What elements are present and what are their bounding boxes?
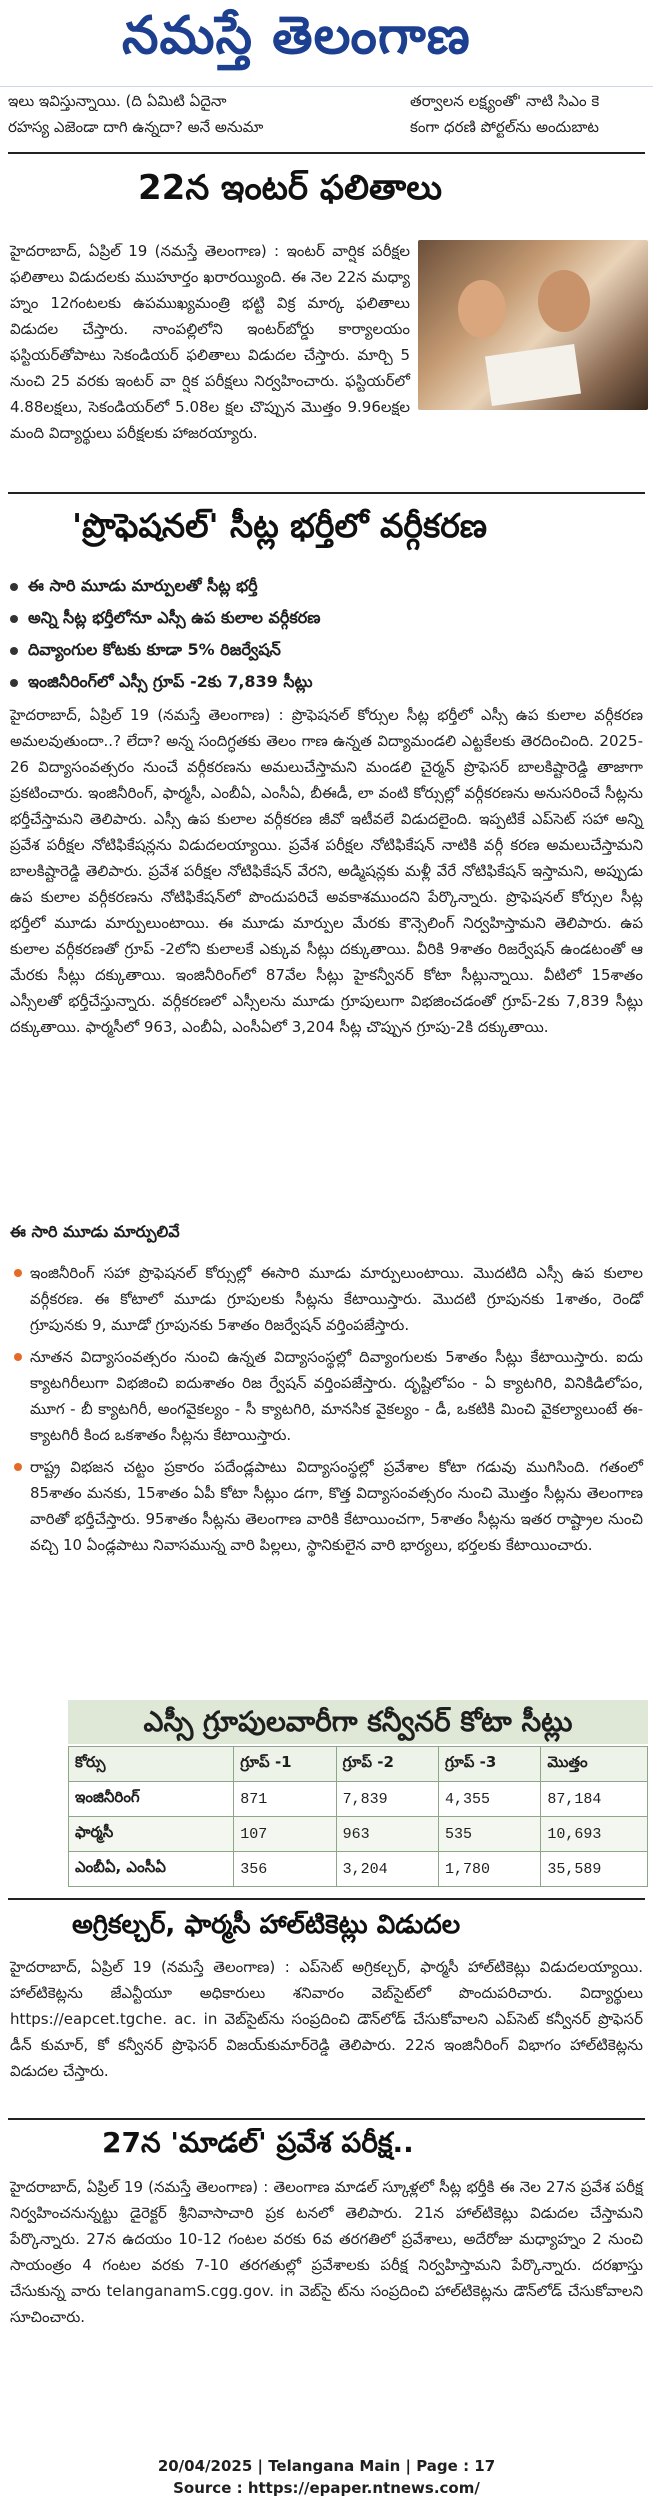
article4-body-col (10, 2174, 643, 2384)
article2-body-col (10, 702, 643, 1192)
table-header-row (69, 1747, 648, 1782)
edition-info: 20/04/2025 | Telangana Main | Page : 17 (157, 2457, 496, 2475)
photo-subject (538, 270, 590, 332)
strip-left-column (8, 88, 338, 140)
photo-paper (485, 344, 581, 406)
article1-body-col (10, 238, 410, 442)
bullet-icon (14, 1269, 22, 1277)
strip-line: కంగా ధరణి పోర్టల్‌ను అందుబాట (410, 118, 599, 136)
divider (8, 2118, 645, 2120)
table-cell: 87,184 (541, 1782, 648, 1817)
change-item: నూతన విద్యాసంవత్సరం నుంచి ఉన్నత విద్యాసంస్థల్లో దివ్యాంగులకు 5శాతం సీట్లు కేటాయిస్తారు. ఐదు క్యాటగిరీలుగా విభజించి ఐదుశాతం రిజ ర్వేషన్ వర్తింపజేస్తారు. దృష్టిలోపం - ఏ క్యాటగిరి, వినికిడిలోపం, మూగ - బీ క్యాటగిరీ, అంగవైకల్యం - సీ క్యాటగిరి, మానసిక వైకల్యం - డీ, ఒకటికి మించి వైకల్యాలుంటే ఈ-క్యాటగిరీ కింద ఒకశాతం సీట్లను కేటాయిస్తారు. (10, 1344, 643, 1448)
column-header: గ్రూప్ -3 (438, 1747, 540, 1782)
bullet-icon (14, 1463, 22, 1471)
changes-list (10, 1260, 643, 1564)
column-header: గ్రూప్ -2 (336, 1747, 438, 1782)
table-cell: 963 (336, 1817, 438, 1852)
photo-subject (458, 280, 506, 338)
table-cell: 356 (234, 1852, 336, 1887)
table-cell: 3,204 (336, 1852, 438, 1887)
table-cell: 871 (234, 1782, 336, 1817)
article4-body: హైదరాబాద్, ఏప్రిల్ 19 (నమస్తే తెలంగాణ) : తెలంగాణ మాడల్ స్కూళ్లలో సీట్ల భర్తీకి ఈ నెల 27న ప్రవేశ పరీక్ష నిర్వహించనున్నట్టు డైరెక్టర్ శ్రీనివాసాచారి ప్రక టనలో తెలిపారు. 21న హాల్‌టికెట్లు విడుదల చేస్తామని పేర్కొన్నారు. 27న ఉదయం 10-12 గంటల వరకు 6వ తరగతిలో ప్రవేశాలు, అదేరోజు మధ్యాహ్నం 2 నుంచి సాయంత్రం 4 గంటల వరకు 7-10 తరగతుల్లో ప్రవేశాలకు పరీక్ష నిర్వహిస్తామని పేర్కొన్నారు. దరఖాస్తు చేసుకున్న వారు telanganamS.cgg.gov. in వెబ్‌సై ట్‌ను సంప్రదించి హాల్‌టికెట్లను డౌన్‌లోడ్ చేసుకోవాలని సూచించారు. (10, 2178, 643, 2326)
article1-body: హైదరాబాద్, ఏప్రిల్ 19 (నమస్తే తెలంగాణ) : ఇంటర్ వార్షిక పరీక్షల ఫలితాలు విడుదలకు ముహూర్తం ఖరారయ్యింది. ఈ నెల 22న మధ్యా హ్నం 12గంటలకు ఉపముఖ్యమంత్రి భట్టి విక్ర మార్క ఫలితాలు విడుదల చేస్తారు. నాంపల్లిలోని ఇంటర్‌బోర్డు కార్యాలయం ఫస్టియర్‌తోపాటు సెకండియర్ ఫలితాలు విడుదల చేస్తారు. మార్చి 5 నుంచి 25 వరకు ఇంటర్ వా ర్షిక పరీక్షలు నిర్వహించారు. ఫస్టియర్‌లో 4.88లక్షలు, సెకండియర్‌లో 5.08ల క్షల చొప్పున మొత్తం 9.96లక్షల మంది విద్యార్థులు పరీక్షలకు హాజరయ్యారు. (10, 242, 410, 442)
strip-right-column (410, 88, 653, 140)
page-footer (0, 2455, 653, 2499)
column-header: గ్రూప్ -1 (234, 1747, 336, 1782)
table-row (69, 1817, 648, 1852)
highlight-item: ఈ సారి మూడు మార్పులతో సీట్ల భర్తీ (10, 570, 640, 602)
strip-line: ఇలు ఇవిస్తున్నాయి. (ది ఏమిటి ఏదైనా (8, 92, 227, 110)
article2-highlights (10, 570, 640, 698)
highlight-item: దివ్యాంగుల కోటకు కూడా 5% రిజర్వేషన్ (10, 634, 640, 666)
bullet-icon (10, 615, 18, 623)
bullet-icon (14, 1353, 22, 1361)
article2-headline: 'ప్రొఫెషనల్' సీట్ల భర్తీలో వర్గీకరణ (72, 506, 488, 545)
highlight-item: ఇంజినీరింగ్‌లో ఎస్సీ గ్రూప్ -2కు 7,839 సీట్లు (10, 666, 640, 698)
article4-headline: 27న 'మాడల్' ప్రవేశ పరీక్ష.. (102, 2126, 414, 2159)
table-cell: 1,780 (438, 1852, 540, 1887)
masthead (0, 0, 653, 87)
change-item: ఇంజినీరింగ్ సహా ప్రొఫెషనల్ కోర్సుల్లో ఈసారి మూడు మార్పులుంటాయి. మొదటిది ఎస్సీ ఉప కులాల వర్గీకరణ. ఈ కోటాలో మూడు గ్రూపులకు సీట్లను కేటాయిస్తారు. మొదటి గ్రూపునకు 1శాతం, రెండో గ్రూపునకు 9, మూడో గ్రూపునకు 5శాతం రిజర్వేషన్ వర్తింపజేస్తారు. (10, 1260, 643, 1338)
changes-subhead: ఈ సారి మూడు మార్పులివే (10, 1222, 180, 1241)
table-cell: 107 (234, 1817, 336, 1852)
table-row (69, 1852, 648, 1887)
divider (8, 492, 645, 494)
strip-line: తర్వాలన లక్ష్యంతో' నాటి సిఎం కె (410, 92, 600, 110)
previous-article-strip (0, 88, 653, 148)
article3-headline: అగ్రికల్చర్, ఫార్మసీ హాల్‌టికెట్లు విడుదల (72, 1910, 461, 1940)
seat-table (68, 1746, 648, 1887)
column-header: మొత్తం (541, 1747, 648, 1782)
divider (8, 1898, 645, 1900)
strip-line: రహస్య ఎజెండా దాగి ఉన్నదా? అనే అనుమా (8, 118, 264, 136)
change-item: రాష్ట్ర విభజన చట్టం ప్రకారం పదేండ్లపాటు విద్యాసంస్థల్లో ప్రవేశాల కోటా గడువు ముగిసింది. గతంలో 85శాతం మనకు, 15శాతం ఏపీ కోటా సీట్లుం డగా, కొత్త విద్యాసంవత్సరం నుంచి మొత్తం సీట్లను తెలంగాణ వారితో భర్తీచేస్తారు. 95శాతం సీట్లను తెలంగాణ వారికి కేటాయించగా, 5శాతం సీట్లను ఇతర రాష్ట్రాల నుంచి వచ్చి 10 ఏండ్లపాటు నివాసమున్న వారి పిల్లలు, స్థానికులైన వారి భార్యలు, భర్తలకు కేటాయించారు. (10, 1454, 643, 1558)
bullet-icon (10, 647, 18, 655)
table-cell: ఇంజినీరింగ్ (69, 1782, 234, 1817)
source-info: Source : https://epaper.ntnews.com/ (173, 2479, 480, 2497)
newspaper-logo: నమస్తే తెలంగాణ (122, 6, 471, 66)
table-cell: ఫార్మసీ (69, 1817, 234, 1852)
article1-headline: 22న ఇంటర్ ఫలితాలు (138, 168, 443, 208)
table-row (69, 1782, 648, 1817)
seat-table-box (68, 1700, 648, 1890)
students-photo (418, 240, 648, 410)
divider (8, 152, 645, 154)
table-cell: 7,839 (336, 1782, 438, 1817)
column-header: కోర్సు (69, 1747, 234, 1782)
bullet-icon (10, 679, 18, 687)
bullet-icon (10, 583, 18, 591)
article2-body: హైదరాబాద్, ఏప్రిల్ 19 (నమస్తే తెలంగాణ) : ప్రొఫెషనల్ కోర్సుల సీట్ల భర్తీలో ఎస్సీ ఉప కులాల వర్గీకరణ అమలవుతుందా..? లేదా? అన్న సందిగ్ధతకు తెలం గాణ ఉన్నత విద్యామండలి ఎట్టకేలకు తెరదించింది. 2025-26 విద్యాసంవత్సరం నుంచే వర్గీకరణను అమలుచేస్తామని మండలి చైర్మన్ ప్రొఫెసర్ బాలకిష్టారెడ్డి తాజాగా ప్రకటించారు. ఇంజినీరింగ్, ఫార్మసీ, ఎంబీఏ, ఎంసీఏ, బీఈడీ, లా వంటి కోర్సుల్లో వర్గీకరణను అనుసరించే సీట్లను భర్తీచేస్తామని తెలిపారు. ఎస్సీ ఉప కులాల వర్గీకరణ జీవో ఇటీవలే విడుదలైంది. ఇప్పటికే ఎప్‌సెట్ సహా అన్ని ప్రవేశ పరీక్షల నోటిఫికేషన్లను విడుదలయ్యాయి. ప్రవేశ పరీక్షల నోటిఫికేషన్ నాటికి వర్గీ కరణ అమలుచేస్తామని బాలకిష్టారెడ్డి తెలిపారు. ప్రవేశ పరీక్షల నోటిఫికేషన్ వేరని, అడ్మిషన్లకు మళ్లీ వేరే నోటిఫికేషన్ ఇస్తామని, అప్పుడు ఉప కులాల వర్గీకరణను నోటిఫికేషన్‌లో పొందుపరిచే అవకాశముందని పేర్కొన్నారు. ప్రొఫెషనల్ కోర్సుల సీట్ల భర్తీలో మూడు మార్పులుంటాయి. ఈ మూడు మార్పుల మేరకు కౌన్సెలింగ్ నిర్వహిస్తామని తెలిపారు. ఉప కులాల వర్గీకరణతో గ్రూప్ -2లోని కులాలకే ఎక్కువ సీట్లు దక్కుతాయి. వీరికి 9శాతం రిజర్వేషన్ ఉండటంతో ఆ మేరకు సీట్లు దక్కుతాయి. ఇంజినీరింగ్‌లో 87వేల సీట్లు హైకన్వీనర్ కోటా సీట్లున్నాయి. వీటిలో 15శాతం ఎస్సీలతో భర్తీచేస్తున్నారు. వర్గీకరణలో ఎస్సీలను మూడు గ్రూపులుగా విభజించడంతో గ్రూప్-2కు 7,839 సీట్లు దక్కుతాయి. ఫార్మసీలో 963, ఎంబీఏ, ఎంసీఏలో 3,204 సీట్ల చొప్పున గ్రూపు-2కి దక్కుతాయి. (10, 706, 643, 1036)
table-cell: 4,355 (438, 1782, 540, 1817)
table-cell: 35,589 (541, 1852, 648, 1887)
article3-body-col (10, 1954, 643, 2114)
table-cell: 10,693 (541, 1817, 648, 1852)
table-cell: ఎంబీఏ, ఎంసీఏ (69, 1852, 234, 1887)
article3-body: హైదరాబాద్, ఏప్రిల్ 19 (నమస్తే తెలంగాణ) : ఎప్‌సెట్ అగ్రికల్చర్, ఫార్మసీ హాల్‌టికెట్లు విడుదలయ్యాయి. హాల్‌టికెట్లను జేఎన్టీయూ అధికారులు శనివారం వెబ్‌సైట్‌లో పొందుపరిచారు. విద్యార్థులు https://eapcet.tgche. ac. in వెబ్‌సైట్‌ను సంప్రదించి డౌన్‌లోడ్ చేసుకోవాలని ఎప్‌సెట్ కన్వీనర్ ప్రొఫెసర్ డీన్ కుమార్, కో కన్వీనర్ ప్రొఫెసర్ విజయ్‌కుమార్‌రెడ్డి తెలిపారు. 22న ఇంజినీరింగ్ విభాగం హాల్‌టికెట్లను విడుదల చేస్తారు. (10, 1958, 643, 2080)
highlight-item: అన్ని సీట్ల భర్తీలోనూ ఎస్సీ ఉప కులాల వర్గీకరణ (10, 602, 640, 634)
table-cell: 535 (438, 1817, 540, 1852)
seat-table-title: ఎస్సీ గ్రూపులవారీగా కన్వీనర్ కోటా సీట్లు (68, 1700, 648, 1744)
